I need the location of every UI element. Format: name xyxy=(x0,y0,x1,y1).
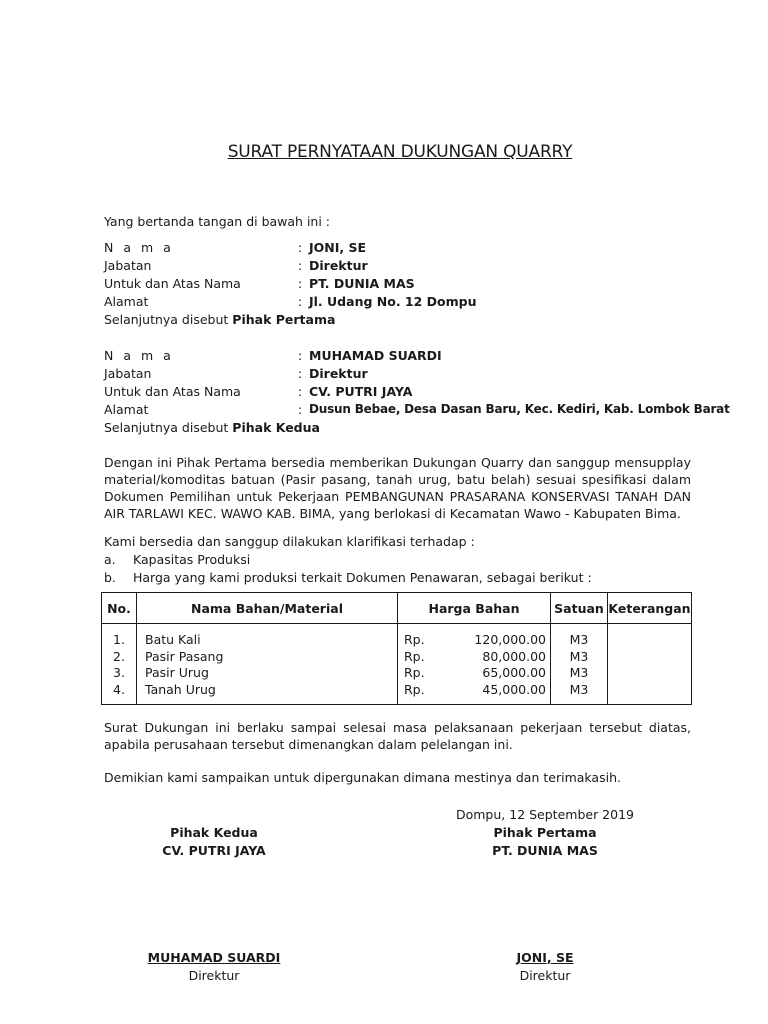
table-row xyxy=(102,624,692,705)
pihak-kedua-jabatan: Direktur xyxy=(309,366,368,381)
cell-harga: Rp. 80,000.00 xyxy=(404,648,546,664)
cell-harga: Rp. 65,000.00 xyxy=(404,665,546,680)
header-no: No. xyxy=(102,593,137,624)
cell-harga: Rp. 45,000.00 xyxy=(404,681,546,697)
klarifikasi-item xyxy=(104,570,592,585)
cell-harga-list xyxy=(398,624,551,705)
pihak-kedua-sebutan: Selanjutnya disebut Pihak Kedua xyxy=(104,420,320,435)
signature-right-position: Direktur xyxy=(519,968,571,983)
header-satuan: Satuan xyxy=(551,593,608,624)
colon: : xyxy=(298,294,303,309)
cell-no: 2. xyxy=(113,648,125,664)
label-nama: N a m a xyxy=(104,348,174,363)
pihak-pertama-untuk: PT. DUNIA MAS xyxy=(309,276,415,291)
label-nama: N a m a xyxy=(104,240,174,255)
cell-satuan-list xyxy=(551,624,608,705)
header-harga-bahan: Harga Bahan xyxy=(398,593,551,624)
cell-nama: Pasir Pasang xyxy=(145,648,224,664)
paragraph-berlaku: Surat Dukungan ini berlaku sampai selesai masa pelaksanaan pekerjaan tersebut diatas, apabila perusahaan tersebut dimenangkan dalam pelelangan ini. xyxy=(104,720,691,752)
pihak-pertama-sebutan-name: Pihak Pertama xyxy=(232,312,336,327)
cell-satuan: M3 xyxy=(569,681,589,697)
pihak-pertama-sebutan: Selanjutnya disebut Pihak Pertama xyxy=(104,312,336,327)
klarifikasi-intro: Kami bersedia dan sanggup dilakukan klarifikasi terhadap : xyxy=(104,534,475,549)
cell-nama: Batu Kali xyxy=(145,632,201,647)
colon: : xyxy=(298,402,303,417)
place-date: Dompu, 12 September 2019 xyxy=(455,807,634,822)
label-untuk: Untuk dan Atas Nama xyxy=(104,276,241,291)
colon: : xyxy=(298,258,303,273)
price-table xyxy=(101,592,692,705)
colon: : xyxy=(298,366,303,381)
signature-right-name: JONI, SE xyxy=(516,950,574,965)
signature-left-position: Direktur xyxy=(188,968,240,983)
cell-nama-list xyxy=(137,624,398,705)
signature-left-company: CV. PUTRI JAYA xyxy=(162,843,266,858)
cell-satuan: M3 xyxy=(569,665,589,680)
klarifikasi-item xyxy=(104,552,251,567)
list-item-text: Harga yang kami produksi terkait Dokumen Penawaran, sebagai berikut : xyxy=(133,570,592,585)
document-title: SURAT PERNYATAAN DUKUNGAN QUARRY xyxy=(227,142,573,162)
pihak-pertama-nama: JONI, SE xyxy=(309,240,367,255)
colon: : xyxy=(298,348,303,363)
label-jabatan: Jabatan xyxy=(104,258,152,273)
signature-right-role: Pihak Pertama xyxy=(493,825,597,840)
list-marker: b. xyxy=(104,570,116,585)
colon: : xyxy=(298,384,303,399)
paragraph-penutup: Demikian kami sampaikan untuk dipergunakan dimana mestinya dan terimakasih. xyxy=(104,770,621,785)
header-keterangan: Keterangan xyxy=(608,593,692,624)
cell-no: 4. xyxy=(113,681,125,697)
table-header-row xyxy=(102,593,692,624)
list-marker: a. xyxy=(104,552,116,567)
cell-harga: Rp. 120,000.00 xyxy=(404,632,546,647)
signature-left-role: Pihak Kedua xyxy=(170,825,258,840)
label-alamat: Alamat xyxy=(104,402,149,417)
cell-satuan: M3 xyxy=(569,632,589,647)
signature-left-name: MUHAMAD SUARDI xyxy=(147,950,281,965)
cell-no: 3. xyxy=(113,665,125,680)
cell-keterangan xyxy=(608,624,692,705)
paragraph-dukungan: Dengan ini Pihak Pertama bersedia memberikan Dukungan Quarry dan sanggup mensupplay material/komoditas batuan (Pasir pasang, tanah urug, batu belah) sesuai spesifikasi dalam Dokumen Pemilihan untuk Pekerjaan PEMBANGUNAN PRASARANA KONSERVASI TANAH DAN AIR TARLAWI KEC. WAWO KAB. BIMA, yang berlokasi di Kecamatan Wawo - Kabupaten Bima. xyxy=(104,455,691,521)
label-untuk: Untuk dan Atas Nama xyxy=(104,384,241,399)
cell-no-list xyxy=(102,624,137,705)
list-item-text: Kapasitas Produksi xyxy=(133,552,251,567)
cell-satuan: M3 xyxy=(569,648,589,664)
cell-nama: Tanah Urug xyxy=(145,681,216,697)
header-nama-bahan: Nama Bahan/Material xyxy=(137,593,398,624)
cell-nama: Pasir Urug xyxy=(145,665,209,680)
pihak-pertama-alamat: Jl. Udang No. 12 Dompu xyxy=(309,294,477,309)
label-alamat: Alamat xyxy=(104,294,149,309)
signature-right-company: PT. DUNIA MAS xyxy=(492,843,598,858)
pihak-kedua-untuk: CV. PUTRI JAYA xyxy=(309,384,413,399)
cell-no: 1. xyxy=(113,632,125,647)
intro-text: Yang bertanda tangan di bawah ini : xyxy=(104,214,331,229)
pihak-kedua-sebutan-name: Pihak Kedua xyxy=(232,420,320,435)
label-jabatan: Jabatan xyxy=(104,366,152,381)
pihak-kedua-alamat: Dusun Bebae, Desa Dasan Baru, Kec. Kediri, Kab. Lombok Barat xyxy=(309,402,730,416)
pihak-pertama-jabatan: Direktur xyxy=(309,258,368,273)
colon: : xyxy=(298,276,303,291)
pihak-kedua-nama: MUHAMAD SUARDI xyxy=(309,348,442,363)
colon: : xyxy=(298,240,303,255)
